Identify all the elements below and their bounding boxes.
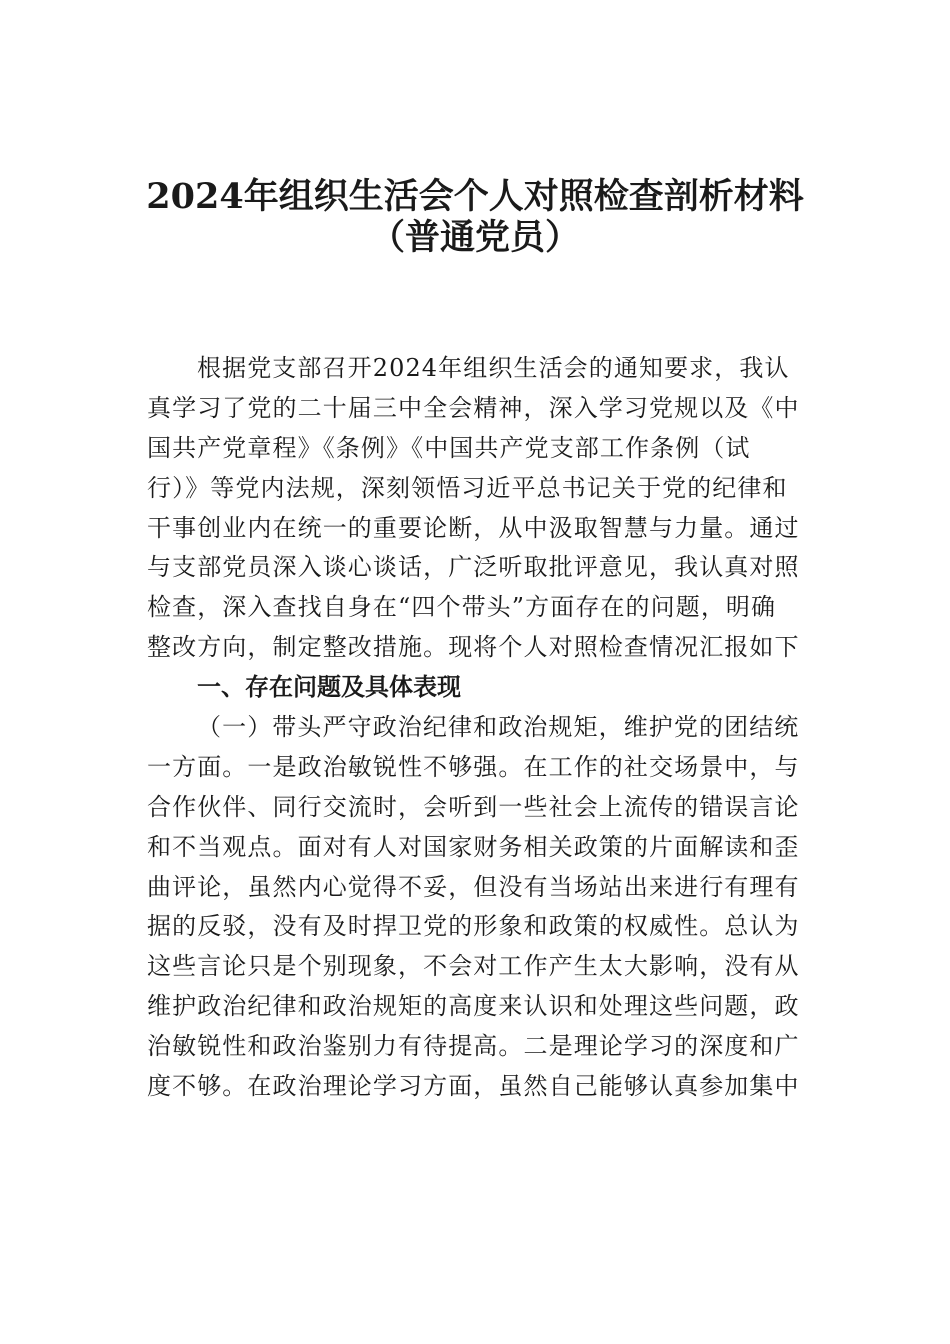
paragraph-line: 整改方向，制定整改措施。现将个人对照检查情况汇报如下 (147, 633, 800, 662)
document-body (147, 349, 807, 1107)
paragraph-line: 干事创业内在统一的重要论断，从中汲取智慧与力量。通过 (147, 513, 800, 542)
paragraph-line: 据的反驳，没有及时捍卫党的形象和政策的权威性。总认为 (147, 912, 800, 941)
paragraph-line: 行）》等党内法规，深刻领悟习近平总书记关于党的纪律和 (147, 473, 788, 502)
section-heading: 一、存在问题及具体表现 (197, 673, 461, 702)
paragraph-line: 检查，深入查找自身在“四个带头”方面存在的问题，明确 (147, 593, 777, 622)
paragraph-line: 国共产党章程》《条例》《中国共产党支部工作条例（试 (147, 433, 751, 462)
paragraph-line: 和不当观点。面对有人对国家财务相关政策的片面解读和歪 (147, 832, 800, 861)
paragraph-line: 度不够。在政治理论学习方面，虽然自己能够认真参加集中 (147, 1072, 800, 1101)
document-subtitle: （普通党员） (369, 217, 580, 258)
paragraph-line: 一方面。一是政治敏锐性不够强。在工作的社交场景中，与 (147, 752, 800, 781)
paragraph-line: 治敏锐性和政治鉴别力有待提高。二是理论学习的深度和广 (147, 1032, 800, 1061)
document-title: 2024年组织生活会个人对照检查剖析材料 (146, 176, 804, 217)
paragraph-line: 这些言论只是个别现象，不会对工作产生太大影响，没有从 (147, 952, 800, 981)
paragraph-line: 维护政治纪律和政治规矩的高度来认识和处理这些问题，政 (147, 992, 800, 1021)
paragraph-line: 真学习了党的二十届三中全会精神，深入学习党规以及《中 (147, 393, 800, 422)
paragraph-line: 曲评论，虽然内心觉得不妥，但没有当场站出来进行有理有 (147, 872, 800, 901)
paragraph-line: （一）带头严守政治纪律和政治规矩，维护党的团结统 (197, 713, 800, 742)
paragraph-line: 合作伙伴、同行交流时，会听到一些社会上流传的错误言论 (147, 792, 800, 821)
paragraph-line: 与支部党员深入谈心谈话，广泛听取批评意见，我认真对照 (147, 553, 800, 582)
paragraph-line: 根据党支部召开2024年组织生活会的通知要求，我认 (197, 354, 790, 382)
